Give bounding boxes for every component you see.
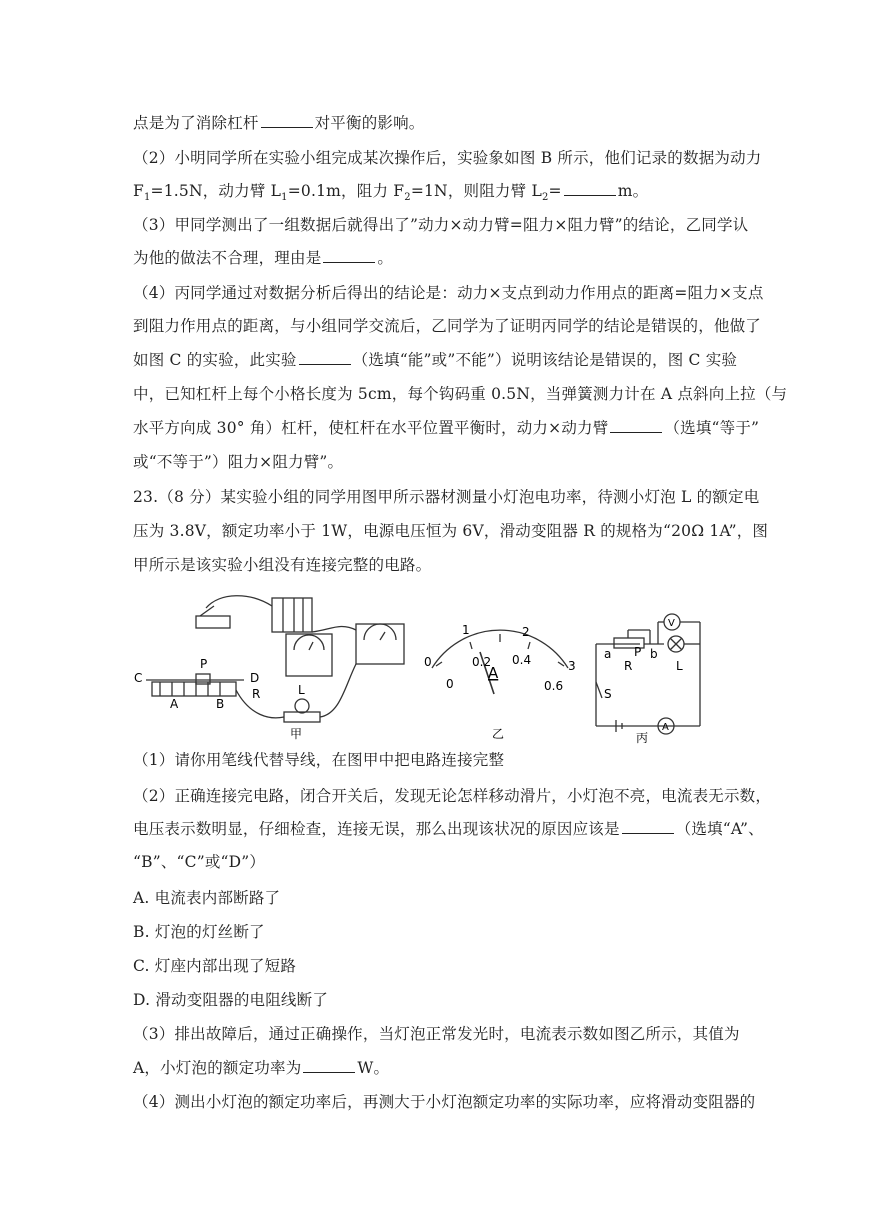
- line-text: （4）测出小灯泡的额定功率后，再测大于小灯泡额定功率的实际功率，应将滑动变阻器的: [133, 1093, 756, 1111]
- line-text: 压为 3.8V，额定功率小于 1W，电源电压恒为 6V，滑动变阻器 R 的规格为“20Ω 1A”，图: [133, 522, 769, 540]
- figure-jia: [146, 596, 404, 722]
- text-line: [133, 750, 504, 770]
- text-line: [133, 922, 265, 942]
- label-c: C: [134, 671, 143, 685]
- line-text: （2）小明同学所在实验小组完成某次操作后，实验象如图 B 所示，他们记录的数据为动力: [133, 149, 762, 167]
- line-text: （3）甲同学测出了一组数据后就得出了”动力×动力臂=阻力×阻力臂”的结论，乙同学认: [133, 216, 749, 234]
- text-line: [133, 555, 431, 575]
- line-text: （选填“A”、: [675, 820, 764, 838]
- line-text: 或“不等于”）阻力×阻力臂”。: [133, 453, 344, 471]
- answer-blank[interactable]: [564, 181, 616, 196]
- label-p: P: [200, 657, 208, 671]
- line-text: （选填“等于”: [664, 419, 760, 437]
- tick-label: 0.6: [544, 679, 564, 693]
- tick-label: 0.4: [512, 653, 532, 667]
- line-text: 水平方向成 30° 角）杠杆，使杠杆在水平位置平衡时，动力×动力臂: [133, 419, 609, 437]
- text-line: [133, 452, 343, 472]
- text-line: [133, 956, 296, 976]
- tick-label: 0: [424, 655, 432, 669]
- line-text: W。: [357, 1059, 390, 1077]
- line-text: C. 灯座内部出现了短路: [133, 957, 297, 975]
- text-line: [133, 316, 761, 336]
- text-line: [133, 888, 280, 908]
- subscript: 2: [541, 192, 549, 204]
- voltmeter-icon: [286, 634, 332, 676]
- text-line: [133, 113, 425, 133]
- answer-blank[interactable]: [610, 418, 662, 433]
- line-text: D. 滑动变阻器的电阻线断了: [133, 991, 329, 1009]
- line-text: “B”、“C”或“D”）: [133, 853, 266, 871]
- switch-symbol: [596, 682, 602, 698]
- line-text: =1.5N，动力臂 L: [150, 182, 282, 200]
- label-p: P: [634, 645, 642, 659]
- subscript: 1: [281, 192, 288, 204]
- text-line: [133, 819, 764, 839]
- text-line: [133, 487, 759, 507]
- line-text: m。: [617, 182, 649, 200]
- text-line: [133, 852, 265, 872]
- label-a: a: [604, 647, 612, 661]
- text-line: [133, 148, 762, 168]
- label-s: S: [604, 687, 612, 701]
- line-text: A. 电流表内部断路了: [133, 889, 281, 907]
- text-line: [133, 215, 748, 235]
- line-text: 到阻力作用点的距离，与小组同学交流后，乙同学为了证明丙同学的结论是错误的，他做了: [133, 317, 762, 335]
- line-text: （选填“能”或”不能”）说明该结论是错误的，图 C 实验: [352, 351, 738, 369]
- text-line: [133, 181, 648, 208]
- line-text: 为他的做法不合理，理由是: [133, 249, 322, 267]
- line-text: 电压表示数明显，仔细检查，连接无误，那么出现该状况的原因应该是: [133, 820, 620, 838]
- text-line: [133, 1092, 755, 1112]
- line-text: A，小灯泡的额定功率为: [133, 1059, 302, 1077]
- line-text: =0.1m，阻力 F: [287, 182, 405, 200]
- label-b: b: [650, 647, 658, 661]
- line-text: =1N，则阻力臂 L: [410, 182, 542, 200]
- line-text: 甲所示是该实验小组没有连接完整的电路。: [133, 556, 432, 574]
- text-line: [133, 786, 771, 806]
- tick-label: 1: [462, 623, 470, 637]
- line-text: F: [133, 182, 144, 200]
- line-text: （2）正确连接完电路，闭合开关后，发现无论怎样移动滑片，小灯泡不亮，电流表无示数，: [133, 787, 772, 805]
- line-text: B. 灯泡的灯丝断了: [133, 923, 265, 941]
- label-b: B: [216, 697, 225, 711]
- tick-label: 2: [522, 625, 530, 639]
- rheostat-icon: [152, 682, 236, 696]
- answer-blank[interactable]: [622, 819, 674, 834]
- tick-label: 0.2: [472, 655, 492, 669]
- subscript: 1: [143, 192, 151, 204]
- line-text: 点是为了消除杠杆: [133, 114, 259, 132]
- label-am: A: [662, 722, 669, 733]
- text-line: [133, 350, 737, 370]
- label-v: V: [668, 618, 675, 629]
- text-line: [133, 990, 328, 1010]
- label-l: L: [298, 683, 305, 697]
- text-line: [133, 1058, 389, 1078]
- answer-blank[interactable]: [299, 350, 351, 365]
- answer-blank[interactable]: [323, 248, 375, 263]
- text-line: [133, 283, 764, 303]
- line-text: 中，已知杠杆上每个小格长度为 5cm，每个钩码重 0.5N，当弹簧测力计在 A 点斜向上拉（与: [133, 385, 788, 403]
- caption-bing: 丙: [636, 731, 649, 745]
- text-line: [133, 521, 768, 541]
- caption-yi: 乙: [492, 727, 505, 741]
- label-r: R: [252, 687, 261, 701]
- line-text: （4）丙同学通过对数据分析后得出的结论是：动力×支点到动力作用点的距离=阻力×支点: [133, 284, 764, 302]
- tick-label: 3: [568, 659, 576, 673]
- switch-icon: [196, 616, 230, 628]
- label-a: A: [170, 697, 179, 711]
- line-text: 对平衡的影响。: [314, 114, 425, 132]
- line-text: （1）请你用笔线代替导线，在图甲中把电路连接完整: [133, 751, 505, 769]
- text-line: [133, 248, 393, 268]
- lamp-icon: [295, 699, 309, 713]
- circuit-figure: [0, 586, 869, 746]
- line-text: 23.（8 分）某实验小组的同学用图甲所示器材测量小灯泡电功率，待测小灯泡 L 的额定电: [133, 488, 760, 506]
- text-line: [133, 418, 759, 438]
- label-r: R: [624, 659, 633, 673]
- line-text: （3）排出故障后，通过正确操作，当灯泡正常发光时，电流表示数如图乙所示，其值为: [133, 1025, 740, 1043]
- ammeter-icon: [356, 624, 404, 664]
- text-line: [133, 1024, 740, 1044]
- answer-blank[interactable]: [303, 1058, 355, 1073]
- text-line: [133, 384, 787, 404]
- caption-jia: 甲: [290, 727, 303, 741]
- label-l: L: [676, 659, 683, 673]
- label-d: D: [250, 671, 260, 685]
- subscript: 2: [404, 192, 411, 204]
- line-text: =: [548, 182, 562, 200]
- answer-blank[interactable]: [261, 113, 313, 128]
- tick-label: 0: [446, 677, 454, 691]
- ammeter-symbol: A: [488, 664, 499, 682]
- battery-icon: [272, 598, 312, 632]
- line-text: 。: [377, 249, 394, 267]
- line-text: 如图 C 的实验，此实验: [133, 351, 297, 369]
- figure-bing: [596, 614, 700, 734]
